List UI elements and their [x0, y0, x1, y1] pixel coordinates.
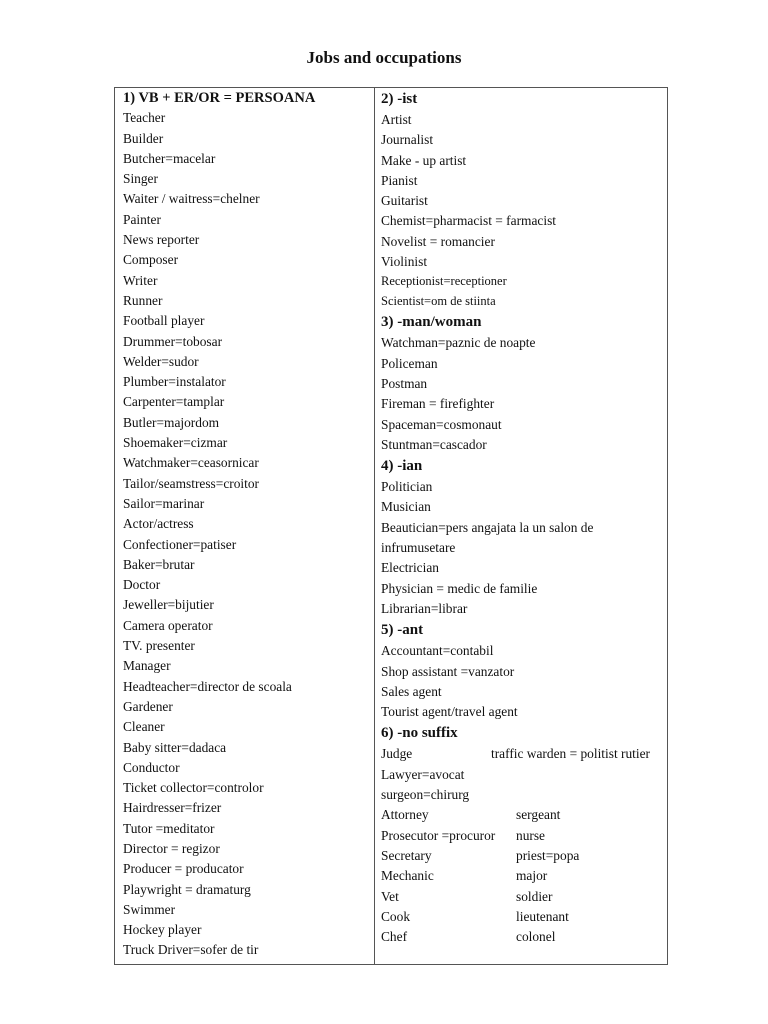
list-item: Tutor =meditator	[123, 820, 215, 836]
list-item: Pianist	[381, 172, 418, 188]
list-item: Writer	[123, 272, 158, 288]
list-item: Baby sitter=dadaca	[123, 739, 227, 755]
page-title: Jobs and occupations	[306, 48, 462, 67]
list-item: Postman	[381, 375, 428, 391]
list-item: Fireman = firefighter	[381, 396, 495, 412]
list-item: Gardener	[123, 698, 173, 714]
list-item: Scientist=om de stiinta	[381, 293, 496, 308]
list-item: Actor/actress	[123, 516, 194, 532]
list-item: Swimmer	[123, 901, 176, 917]
list-item: Playwright = dramaturg	[123, 881, 251, 897]
list-item	[381, 907, 667, 927]
list-item: Doctor	[123, 577, 161, 593]
list-item-text: sergeant	[516, 807, 561, 823]
list-item: Football player	[123, 313, 205, 329]
left-column	[123, 88, 371, 961]
list-item: Welder=sudor	[123, 353, 199, 369]
list-item: Violinist	[381, 254, 428, 270]
list-item: Builder	[123, 130, 164, 146]
list-item: Electrician	[381, 560, 439, 576]
list-item: Watchmaker=ceasornicar	[123, 455, 259, 471]
list-item: surgeon=chirurg	[381, 787, 470, 803]
list-item: Tourist agent/travel agent	[381, 704, 518, 720]
list-item: Journalist	[381, 132, 434, 148]
list-item: Shoemaker=cizmar	[123, 435, 228, 451]
list-item: Producer = producator	[123, 861, 244, 877]
list-item: Headteacher=director de scoala	[123, 678, 292, 694]
list-item-text: Mechanic	[381, 868, 434, 884]
list-item: Waiter / waitress=chelner	[123, 191, 260, 207]
section-5-heading: 5) -ant	[381, 622, 424, 639]
occupations-table	[114, 87, 668, 965]
list-item-text: priest=popa	[516, 847, 580, 863]
list-item: Hockey player	[123, 922, 202, 938]
list-item: Stuntman=cascador	[381, 436, 487, 452]
list-item: Plumber=instalator	[123, 374, 226, 390]
list-item: Artist	[381, 112, 412, 127]
list-item-text: soldier	[516, 888, 553, 904]
list-item: Baker=brutar	[123, 556, 195, 572]
list-item: Director = regizor	[123, 840, 220, 856]
list-item: Chemist=pharmacist = farmacist	[381, 213, 557, 229]
section-4-list	[381, 477, 667, 619]
list-item-text: Secretary	[381, 847, 432, 863]
list-item: Hairdresser=frizer	[123, 800, 222, 816]
list-item	[381, 866, 667, 886]
list-item-text: colonel	[516, 929, 556, 945]
list-item	[381, 744, 667, 764]
section-2-small-list	[381, 272, 667, 311]
section-3-list	[381, 333, 667, 455]
list-item-text: major	[516, 868, 548, 884]
list-item: Shop assistant =vanzator	[381, 663, 515, 679]
list-item-text: Chef	[381, 929, 408, 945]
list-item: Confectioner=patiser	[123, 536, 237, 552]
list-item: Teacher	[123, 110, 166, 126]
list-item	[381, 826, 667, 846]
list-item: News reporter	[123, 232, 200, 248]
list-item-text: Vet	[381, 888, 399, 904]
section-1-heading: 1) VB + ER/OR = PERSOANA	[123, 90, 316, 106]
list-item-text: Judge	[381, 746, 413, 762]
list-item: TV. presenter	[123, 638, 195, 654]
column-divider	[374, 88, 375, 964]
section-6-pairs	[381, 805, 667, 947]
list-item: Singer	[123, 171, 158, 187]
section-6-heading: 6) -no suffix	[381, 725, 458, 742]
list-item: Physician = medic de familie	[381, 580, 538, 596]
list-item: Tailor/seamstress=croitor	[123, 475, 260, 491]
list-item: Beautician=pers angajata la un salon de infrumusetare	[381, 519, 594, 556]
list-item: Sailor=marinar	[123, 495, 205, 511]
list-item: Runner	[123, 292, 163, 308]
list-item	[381, 805, 667, 825]
right-column	[381, 88, 667, 947]
list-item: Drummer=tobosar	[123, 333, 223, 349]
list-item-text: Attorney	[381, 807, 429, 823]
list-item: Guitarist	[381, 193, 428, 209]
list-item: Butcher=macelar	[123, 150, 216, 166]
list-item: Receptionist=receptioner	[381, 274, 507, 289]
list-item: Musician	[381, 499, 431, 515]
list-item: Truck Driver=sofer de tir	[123, 942, 259, 958]
list-item: Sales agent	[381, 683, 442, 699]
list-item: Manager	[123, 658, 171, 674]
list-item: Accountant=contabil	[381, 643, 494, 659]
list-item: Make - up artist	[381, 152, 467, 168]
list-item: Ticket collector=controlor	[123, 780, 264, 796]
list-item: Lawyer=avocat	[381, 766, 465, 782]
section-2-list	[381, 110, 667, 272]
list-item: Conductor	[123, 759, 180, 775]
section-2-heading: 2) -ist	[381, 91, 418, 107]
list-item: Carpenter=tamplar	[123, 394, 225, 410]
list-item: Politician	[381, 479, 433, 495]
section-5-list	[381, 641, 667, 722]
section-3-heading: 3) -man/woman	[381, 314, 482, 331]
list-item: Camera operator	[123, 617, 213, 633]
list-item: Policeman	[381, 355, 438, 371]
left-list	[123, 108, 371, 960]
list-item	[381, 887, 667, 907]
list-item-text: lieutenant	[516, 908, 569, 924]
list-item: Librarian=librar	[381, 600, 468, 616]
list-item	[381, 927, 667, 947]
list-item: Cleaner	[123, 719, 165, 735]
list-item: Novelist = romancier	[381, 233, 495, 249]
list-item: Painter	[123, 211, 161, 227]
list-item: Butler=majordom	[123, 414, 220, 430]
list-item	[381, 846, 667, 866]
list-item-text: nurse	[516, 827, 546, 843]
list-item: Spaceman=cosmonaut	[381, 416, 502, 432]
list-item-text: Prosecutor =procuror	[381, 827, 496, 843]
list-item: Watchman=paznic de noapte	[381, 335, 536, 351]
section-4-heading: 4) -ian	[381, 458, 423, 475]
list-item-text: traffic warden = politist rutier	[491, 746, 651, 762]
list-item: Jeweller=bijutier	[123, 597, 214, 613]
list-item-text: Cook	[381, 908, 411, 924]
list-item: Composer	[123, 252, 179, 268]
